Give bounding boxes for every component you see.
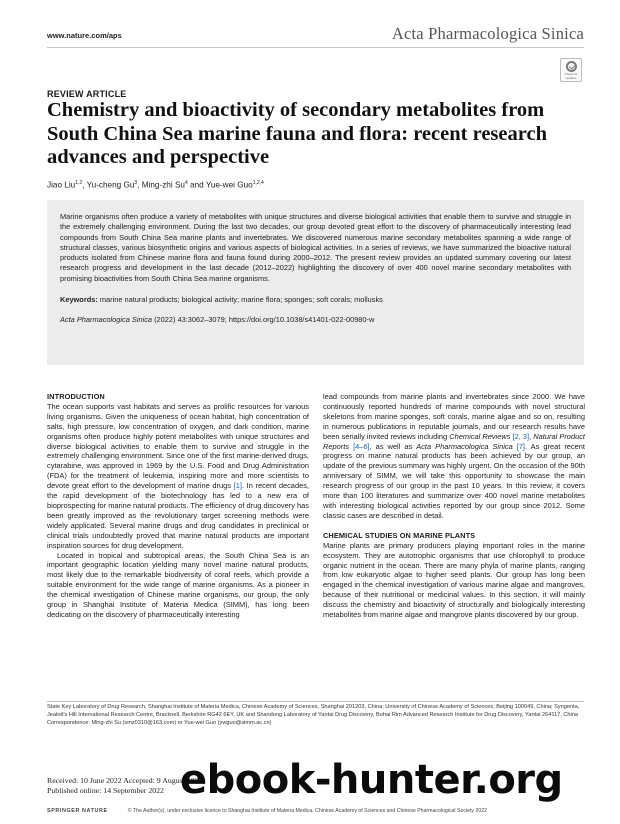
paragraph-text: lead compounds from marine plants and invertebrates since 2000. We have continuously reported hundreds of marine compounds with novel structural skeletons from marine sponges, soft corals, marine algae and so on, resulting in numerous publications in reputable journals, and our research results have been serially invited reviews including (323, 392, 585, 441)
reference-link[interactable]: [2, 3] (512, 431, 530, 441)
affiliations-text: State Key Laboratory of Drug Research, Shanghai Institute of Materia Medica, Chinese Academy of Sciences, Shanghai 201203, China; University of Chinese Academy of Sciences, Beijing 100049, China; Syngenta, Jealott's Hill International Research Centre, Bracknell, Berkshire RG42 6EY, UK and Shandong Laboratory of Yantai Drug Discovery, Bohai Rim Advanced Research Institute for Drug Discovery, Yantai 264117, China (47, 704, 580, 718)
body-paragraph: lead compounds from marine plants and invertebrates since 2000. We have continuously reported hundreds of marine compounds with novel structural skeletons from marine sponges, soft corals, marine algae and so on, resulting in numerous publications in reputable journals, and our research results have been serially invited reviews including Chemical Reviews [2, 3], Natural Product Reports [4–6], as well as Acta Pharmacologica Sinica [7]. As great recent progress on marine natural products has been achieved by our group, an update of the previous summary was highly urgent. On the occasion of the 90th anniversary of SIMM, we will take this opportunity to showcase the main research progress of our group in the past 10 years. In this review, it covers more than 100 literatures and summarize over 400 novel marine metabolites with interesting biological activities reported by our group since 2012. Some classic cases are described in detail. (323, 392, 585, 520)
author-name[interactable]: Ming-zhi Su (141, 180, 185, 190)
paragraph-text: . In recent decades, the rapid development of the biotechnology has led to a new era of bioprospecting for marine natural products. The efficiency of drug discovery has been greatly improved as the revolutionary target screening methods were widely applicated. Several marine drugs and drug candidates in preclinical or clinical trials undoubtedly proved that marine natural products are important inspiration sources for drug development. (47, 481, 310, 550)
body-column-right (323, 392, 585, 620)
author-separator: , (137, 180, 142, 190)
author-list (47, 180, 264, 190)
abstract-text: Marine organisms often produce a variety of metabolites with unique structures and diverse biological activities that enable them to survive and struggle in the extremely challenging environment. During the last two decades, our group devoted great effort to the discovery of pharmaceutically interesting lead compounds from South China Sea marine plants and invertebrates. We discovered numerous marine secondary metabolites spanning a wide range of structural classes, various biosynthetic origins and various aspects of biological activities. In a series of reviews, we have summarized the bioactive natural products isolated from Chinese marine flora and fauna found during 2000–2012. The present review provides an updated summary covering our latest research progress and development in the last decade (2012–2022) highlighting the discovery of over 400 novel marine secondary metabolites with promising bioactivities from South China Sea marine organisms. (60, 212, 571, 283)
paragraph-text: The ocean supports vast habitats and serves as prolific resources for various living organisms. Given the uniqueness of ocean habitat, high concentration of salts, high pressure, low concentration of oxygen, and dark condition, marine organisms often produce highly potent metabolites with unique structures and diverse biological activities to enable them to survive and struggle in the extremely challenging environment. Since one of the first marine-derived drugs, cytarabine, was approved in 1969 by the U.S. Food and Drug Administration (FDA) for the treatment of leukemia, inspiring more and more scientists to devote great effort to the development of marine drugs (47, 401, 309, 491)
author-name[interactable]: Jiao Liu (47, 180, 76, 190)
author-affiliation: 1,2 (75, 180, 83, 186)
journal-mention: Chemical Reviews (449, 431, 511, 441)
keywords-value: marine natural products; biological activity; marine flora; sponges; soft corals; mollusks (99, 295, 383, 305)
reference-link[interactable]: [4–6] (353, 441, 370, 451)
publisher-logo: SPRINGER NATURE (47, 808, 108, 814)
journal-name: Acta Pharmacologica Sinica (391, 24, 584, 43)
citation-doi[interactable]: (2022) 43:3062–3079; https://doi.org/10.1038/s41401-022-00980-w (152, 315, 375, 325)
article-type-label: REVIEW ARTICLE (47, 89, 127, 99)
citation-journal: Acta Pharmacologica Sinica (60, 315, 153, 325)
section-heading-marine-plants: CHEMICAL STUDIES ON MARINE PLANTS (323, 530, 476, 540)
reference-link[interactable]: [7] (516, 441, 526, 451)
body-paragraph (47, 402, 309, 551)
correspondence-text: Correspondence: Ming-zhi Su (smz0310@163.com) or Yue-wei Guo (ywguo@simm.ac.cn) (47, 719, 272, 726)
publisher-footer (47, 808, 584, 814)
journal-mention: Acta Pharmacologica Sinica (416, 441, 513, 451)
journal-mention: Natural Product Reports (323, 431, 585, 451)
check-for-updates-button[interactable] (560, 58, 582, 82)
reference-link[interactable]: [1] (233, 481, 242, 491)
author-separator: and (187, 180, 206, 190)
affiliation-footnote (47, 704, 584, 727)
footnote-divider (47, 701, 584, 702)
watermark-text: ebook-hunter.org (180, 757, 563, 803)
article-title: Chemistry and bioactivity of secondary metabolites from South China Sea marine fauna and flora: recent research advances and perspective (47, 99, 547, 168)
citation-line (60, 315, 571, 325)
check-icon (566, 61, 577, 72)
keywords-line (60, 295, 571, 305)
check-for-updates-caption: Check for updates (564, 72, 578, 80)
section-spacer (323, 521, 585, 531)
journal-url[interactable]: www.nature.com/aps (47, 31, 122, 40)
copyright-notice: © The Author(s), under exclusive licence to Shanghai Institute of Materia Medica, Chinese Academy of Sciences and Chinese Pharmacological Society 2022 (127, 808, 487, 814)
author-separator: , (82, 180, 87, 190)
received-accepted-date: Received: 10 June 2022 Accepted: 9 August 2022 (47, 776, 203, 785)
keywords-label: Keywords: (60, 295, 98, 305)
author-affiliation: 3 (134, 180, 138, 186)
body-paragraph: Marine plants are primary producers playing important roles in the marine ecosystem. They are autotrophic organisms that use chlorophyll to produce organic nutrient in the ocean. There are many phyla of marine plants, ranging from low eukaryotic algae to higher seed plants. Our group has long been engaged in the chemical investigation of various marine algae and mangroves, because of their nutritional or medicinal values. In this section, it will mainly discuss the chemistry and bioactivity of structurally and biologically interesting metabolites from marine algae and mangrove plants discovered by our group. (323, 540, 585, 620)
section-heading-introduction: INTRODUCTION (47, 392, 105, 401)
body-paragraph: Located in tropical and subtropical areas, the South China Sea is an important geographic location yielding many novel marine natural products, most likely due to the remarkable biodiversity of coral reefs, which provide a suitable environment for the wide range of marine organisms. As a pioneer in the chemical investigation of Chinese marine organisms, our group, the only group in Shanghai Institute of Materia Medica (SIMM), has long been dedicating on the discovery of pharmaceutically interesting (47, 550, 309, 619)
body-column-left (47, 392, 309, 620)
author-name[interactable]: Yue-wei Guo (205, 180, 253, 190)
published-date: Published online: 14 September 2022 (47, 785, 164, 795)
abstract-panel (47, 200, 584, 365)
article-dates (47, 776, 202, 795)
author-affiliation: 1,2,4 (252, 180, 264, 186)
paragraph-text: . As great recent progress on marine natural products has been achieved by our group, an update of the previous summary was highly urgent. On the occasion of the 90th anniversary of SIMM, we will take this opportunity to showcase the main research progress of our group in the past 10 years. In this review, it covers more than 100 literatures and summarize over 400 novel marine metabolites with interesting biological activities reported by our group since 2012. Some classic cases are described in detail. (323, 441, 585, 520)
header-divider (47, 47, 584, 48)
author-affiliation: 4 (184, 180, 188, 186)
author-name[interactable]: Yu-cheng Gu (86, 180, 135, 190)
